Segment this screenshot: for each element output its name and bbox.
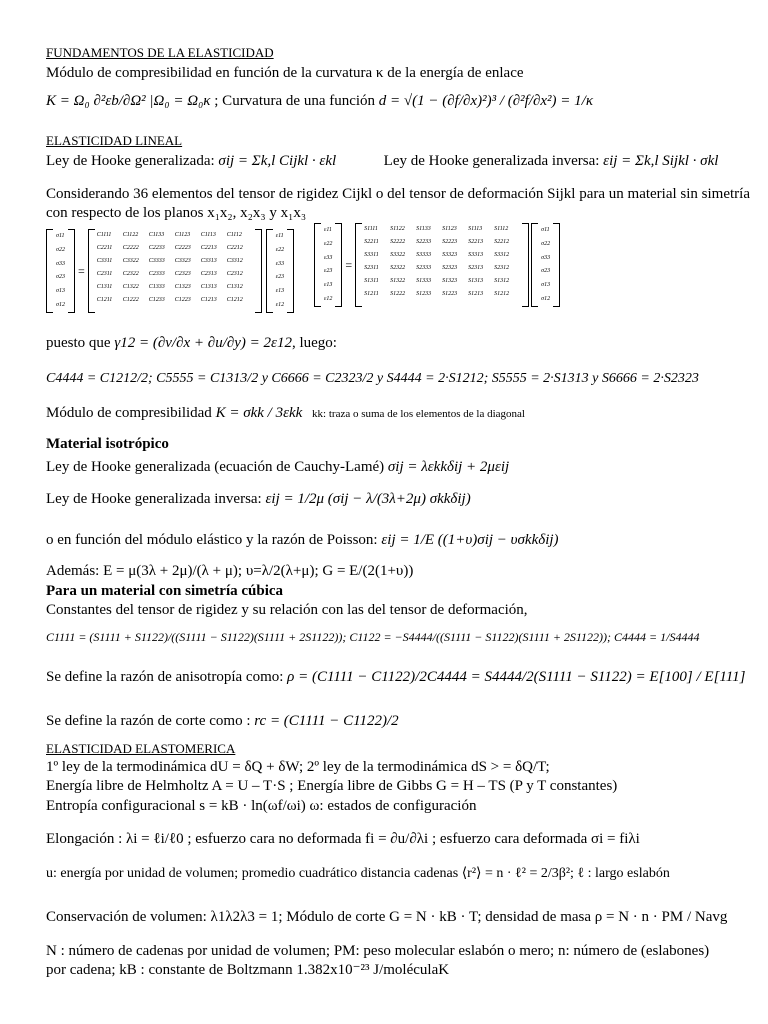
matrix-s-cell: S2311 bbox=[364, 265, 379, 271]
matrix-c-rhs: ε11 ε22 ε33 ε23 ε13 ε12 bbox=[275, 233, 285, 308]
matrix-c-cell: C1311 bbox=[96, 284, 113, 290]
trace-note: kk: traza o suma de los elementos de la diagonal bbox=[312, 408, 525, 420]
matrix-s-cell: S1311 bbox=[364, 278, 379, 284]
anisotropy-line bbox=[46, 668, 746, 686]
matrix-c-cell: C1112 bbox=[226, 232, 242, 238]
considering-line-2: con respecto de los planos x₁x₂, x₂x₃ y x₁x₃ bbox=[46, 205, 307, 221]
eq-K: K = Ω₀ ∂²εb/∂Ω² |Ω₀ = Ω₀κ bbox=[46, 93, 211, 109]
matrix-s-cell: S1123 bbox=[442, 226, 457, 232]
matrix-s-cell: S1133 bbox=[416, 226, 431, 232]
puesto-label: puesto que bbox=[46, 335, 111, 351]
matrix-c-cell: C3313 bbox=[200, 258, 217, 264]
matrix-s-cell: S3313 bbox=[468, 252, 484, 258]
matrix-c-cell: C1333 bbox=[148, 284, 165, 290]
matrix-c-cell: C2212 bbox=[226, 245, 243, 251]
energy-volume-line: u: energía por unidad de volumen; promedio cuadrático distancia cadenas ⟨r²⟩ = n · ℓ² = 2/3β²; ℓ : largo eslabón bbox=[46, 866, 670, 881]
matrix-c-cell: C2233 bbox=[148, 245, 165, 251]
matrix-s-cell: S1333 bbox=[416, 278, 432, 284]
matrix-s-cell: S1122 bbox=[390, 226, 405, 232]
symmetry-relations: C4444 = C1212/2; C5555 = C1313/2 y C6666 = C2323/2 y S4444 = 2·S1212; S5555 = 2·S1313 y S6666 = 2·S2323 bbox=[46, 371, 699, 386]
curvatura-label: ; Curvatura de una función bbox=[214, 93, 376, 109]
n-definition-line: N : número de cadenas por unidad de volumen; PM: peso molecular eslabón o mero; n: número de (eslabones) bbox=[46, 943, 710, 959]
cauchy-label: Ley de Hooke generalizada (ecuación de Cauchy-Lamé) bbox=[46, 459, 385, 475]
matrix-s-cell: S3322 bbox=[390, 252, 406, 258]
considering-line-1: Considerando 36 elementos del tensor de rigidez Cijkl o del tensor de deformación Sijkl para un material sin simetría bbox=[46, 186, 750, 202]
matrix-c-cell: C2323 bbox=[174, 271, 191, 277]
corte-line bbox=[46, 712, 399, 730]
thermo-line: 1º ley de la termodinámica dU = δQ + δW; 2º ley de la termodinámica dS > = δQ/T; bbox=[46, 759, 550, 775]
energy-line: Energía libre de Helmholtz A = U – T·S ; Energía libre de Gibbs G = H – TS (P y T constantes) bbox=[46, 778, 618, 794]
anisotropy-label: Se define la razón de anisotropía como: bbox=[46, 669, 284, 685]
matrix-s-rhs: σ11 σ22 σ33 σ23 σ13 σ12 bbox=[541, 227, 551, 302]
matrix-c-cell: C1211 bbox=[96, 297, 113, 303]
matrix-s-cell: S3311 bbox=[364, 252, 379, 258]
matrix-c-cell: C2213 bbox=[200, 245, 217, 251]
matrix-c-cell: C1313 bbox=[200, 284, 217, 290]
corte-label: Se define la razón de corte como : bbox=[46, 713, 251, 729]
corte-equation: rc = (C1111 − C1122)/2 bbox=[254, 713, 399, 729]
matrix-s-cell: S2211 bbox=[364, 239, 379, 245]
matrix-s-lhs: ε11 ε22 ε33 ε23 ε13 ε12 bbox=[324, 227, 333, 302]
matrix-c-cell: C1212 bbox=[226, 297, 243, 303]
matrix-s-cell: S3333 bbox=[416, 252, 432, 258]
matrix-c-cell: C2222 bbox=[122, 245, 139, 251]
matrix-s-cell: S2223 bbox=[442, 239, 458, 245]
matrix-c-body bbox=[95, 232, 255, 310]
compresibilidad-intro: Módulo de compresibilidad en función de la curvatura κ de la energía de enlace bbox=[46, 65, 524, 81]
matrix-s-cell: S3323 bbox=[442, 252, 458, 258]
matrix-s-cell: S1322 bbox=[390, 278, 406, 284]
matrix-c-cell: C2322 bbox=[122, 271, 139, 277]
matrix-c-cell: C2311 bbox=[96, 271, 113, 277]
cubic-constants-equation: C1111 = (S1111 + S1122)/((S1111 − S1122)(S1111 + 2S1122)); C1122 = −S4444/((S1111 − S1122)(S1111 + 2S1122)); C4444 = 1/S4444 bbox=[46, 630, 700, 644]
compresibilidad-line bbox=[46, 404, 525, 423]
matrix-s-cell: S1212 bbox=[494, 291, 510, 297]
matrix-c-cell: C1113 bbox=[200, 232, 216, 238]
compresibilidad-label: Módulo de compresibilidad bbox=[46, 405, 212, 421]
puesto-que-line bbox=[46, 334, 337, 352]
anisotropy-equation: ρ = (C1111 − C1122)/2C4444 = S4444/2(S1111 − S1122) = E[100] / E[111] bbox=[287, 669, 746, 685]
matrix-s-cell: S1312 bbox=[494, 278, 510, 284]
matrix-s-cell: S1233 bbox=[416, 291, 432, 297]
hooke-inverse-iso-line bbox=[46, 490, 471, 508]
matrix-c-cell: C1122 bbox=[122, 232, 139, 238]
matrix-s-cell: S2323 bbox=[442, 265, 458, 271]
equation-K-curvature bbox=[46, 92, 593, 110]
matrix-c-cell: C1233 bbox=[148, 297, 165, 303]
hooke-equation: σij = Σk,l Cijkl · εkl bbox=[218, 153, 337, 169]
matrix-c-cell: C3312 bbox=[226, 258, 243, 264]
matrix-c-cell: C1111 bbox=[96, 232, 112, 238]
matrix-c-cell: C2312 bbox=[226, 271, 243, 277]
inverse-iso-label: Ley de Hooke generalizada inversa: bbox=[46, 491, 262, 507]
stiffness-matrix: σ11 σ22 σ33 σ23 σ13 σ12 = C1111 C1122 C1133 C1123 C1113 C1112 C2211 C2222 C2233 C2223 C2213 C2212 C3311 C3322 C3333 C3323 C3313 C3312 C2311 C2322 C2333 C2323 C2313 C2312 C1311 C1322 C1333 C1323 C1313 C1312 C1211 C1222 C1233 C1223 C1213 C1212 ε11 ε22 ε33 ε23 ε13 ε12 bbox=[46, 228, 294, 314]
matrix-c-cell: C1322 bbox=[122, 284, 139, 290]
heading-fundamentos: FUNDAMENTOS DE LA ELASTICIDAD bbox=[46, 45, 274, 60]
matrix-s-body bbox=[362, 226, 522, 304]
matrix-c-cell: C2313 bbox=[200, 271, 217, 277]
matrix-s-cell: S1211 bbox=[364, 291, 379, 297]
matrix-s-cell: S2233 bbox=[416, 239, 432, 245]
hooke-label: Ley de Hooke generalizada: bbox=[46, 153, 215, 169]
inverse-iso-equation: εij = 1/2μ (σij − λ/(3λ+2μ) σkkδij) bbox=[265, 491, 471, 507]
matrix-c-cell: C1123 bbox=[174, 232, 191, 238]
matrix-s-cell: S2213 bbox=[468, 239, 484, 245]
cauchy-equation: σij = λεkkδij + 2μεij bbox=[387, 459, 510, 475]
matrix-c-cell: C1223 bbox=[174, 297, 191, 303]
heading-elasticidad-lineal: ELASTICIDAD LINEAL bbox=[46, 133, 183, 148]
elongation-line: Elongación : λi = ℓi/ℓ0 ; esfuerzo cara no deformada fi = ∂u/∂λi ; esfuerzo cara deformada σi = fiλi bbox=[46, 831, 640, 847]
poisson-line bbox=[46, 531, 559, 549]
matrix-s-cell: S3312 bbox=[494, 252, 510, 258]
matrix-s-cell: S1313 bbox=[468, 278, 484, 284]
hooke-line bbox=[46, 152, 718, 170]
matrix-s-cell: S1113 bbox=[468, 226, 483, 232]
poisson-label: o en función del módulo elástico y la razón de Poisson: bbox=[46, 532, 378, 548]
matrix-s-cell: S1112 bbox=[494, 226, 509, 232]
hooke-inverse-equation: εij = Σk,l Sijkl · σkl bbox=[603, 153, 719, 169]
matrix-c-lhs: σ11 σ22 σ33 σ23 σ13 σ12 bbox=[56, 233, 65, 308]
compresibilidad-equation: K = σkk / 3εkk bbox=[215, 405, 303, 421]
matrix-s-cell: S2312 bbox=[494, 265, 510, 271]
matrix-c-cell: C1323 bbox=[174, 284, 191, 290]
compliance-matrix: ε11 ε22 ε33 ε23 ε13 ε12 = S1111 S1122 S1133 S1123 S1113 S1112 S2211 S2222 S2233 S2223 S2213 S2212 S3311 S3322 S3333 S3323 S3313 S3312 S2311 S2322 S2333 S2323 S2313 S2312 S1311 S1322 S1333 S1323 S1313 S1312 S1211 S1222 S1233 S1223 S1213 S1212 σ11 σ22 σ33 σ23 σ13 σ12 bbox=[314, 222, 560, 308]
matrix-s-cell: S1111 bbox=[364, 226, 378, 232]
matrix-s-cell: S2222 bbox=[390, 239, 406, 245]
matrix-s-cell: S1213 bbox=[468, 291, 484, 297]
matrix-s-cell: S1323 bbox=[442, 278, 458, 284]
matrix-s-cell: S2322 bbox=[390, 265, 406, 271]
entropy-line: Entropía configuracional s = kB · ln(ωf/ωi) ω: estados de configuración bbox=[46, 798, 477, 814]
matrix-c-cell: C1312 bbox=[226, 284, 243, 290]
gamma-equation: γ12 = (∂v/∂x + ∂u/∂y) = 2ε12 bbox=[114, 335, 292, 351]
matrix-c-cell: C1133 bbox=[148, 232, 165, 238]
matrix-s-cell: S2333 bbox=[416, 265, 432, 271]
boltzmann-line: por cadena; kB : constante de Boltzmann 1.382x10⁻²³ J/moléculaK bbox=[46, 962, 450, 978]
matrix-c-cell: C2223 bbox=[174, 245, 191, 251]
heading-isotropico: Material isotrópico bbox=[46, 436, 169, 452]
conservation-line: Conservación de volumen: λ1λ2λ3 = 1; Módulo de corte G = N · kB · T; densidad de masa ρ = N · n · PM / Navg bbox=[46, 909, 728, 925]
ademas-line: Además: E = μ(3λ + 2μ)/(λ + μ); υ=λ/2(λ+μ); G = E/(2(1+υ)) bbox=[46, 563, 414, 579]
heading-cubica: Para un material con simetría cúbica bbox=[46, 583, 284, 599]
luego-label: , luego: bbox=[291, 335, 337, 351]
matrix-c-cell: C3323 bbox=[174, 258, 191, 264]
eq-d: d = √(1 − (∂f/∂x)²)³ / (∂²f/∂x²) = 1/κ bbox=[378, 93, 594, 109]
hooke-inverse-label: Ley de Hooke generalizada inversa: bbox=[383, 153, 600, 169]
matrix-c-cell: C3333 bbox=[148, 258, 165, 264]
heading-elastomerica: ELASTICIDAD ELASTOMERICA bbox=[46, 741, 236, 756]
matrix-s-cell: S2212 bbox=[494, 239, 510, 245]
matrix-c-cell: C2333 bbox=[148, 271, 165, 277]
matrix-c-cell: C1213 bbox=[200, 297, 217, 303]
matrix-c-cell: C2211 bbox=[96, 245, 113, 251]
constants-label: Constantes del tensor de rigidez y su relación con las del tensor de deformación, bbox=[46, 602, 528, 618]
matrix-s-cell: S2313 bbox=[468, 265, 484, 271]
poisson-equation: εij = 1/E ((1+υ)σij − υσkkδij) bbox=[381, 532, 559, 548]
cauchy-line bbox=[46, 458, 509, 476]
matrix-s-cell: S1223 bbox=[442, 291, 458, 297]
matrix-c-cell: C3311 bbox=[96, 258, 113, 264]
matrix-s-cell: S1222 bbox=[390, 291, 406, 297]
matrix-c-cell: C1222 bbox=[122, 297, 139, 303]
matrix-c-cell: C3322 bbox=[122, 258, 139, 264]
